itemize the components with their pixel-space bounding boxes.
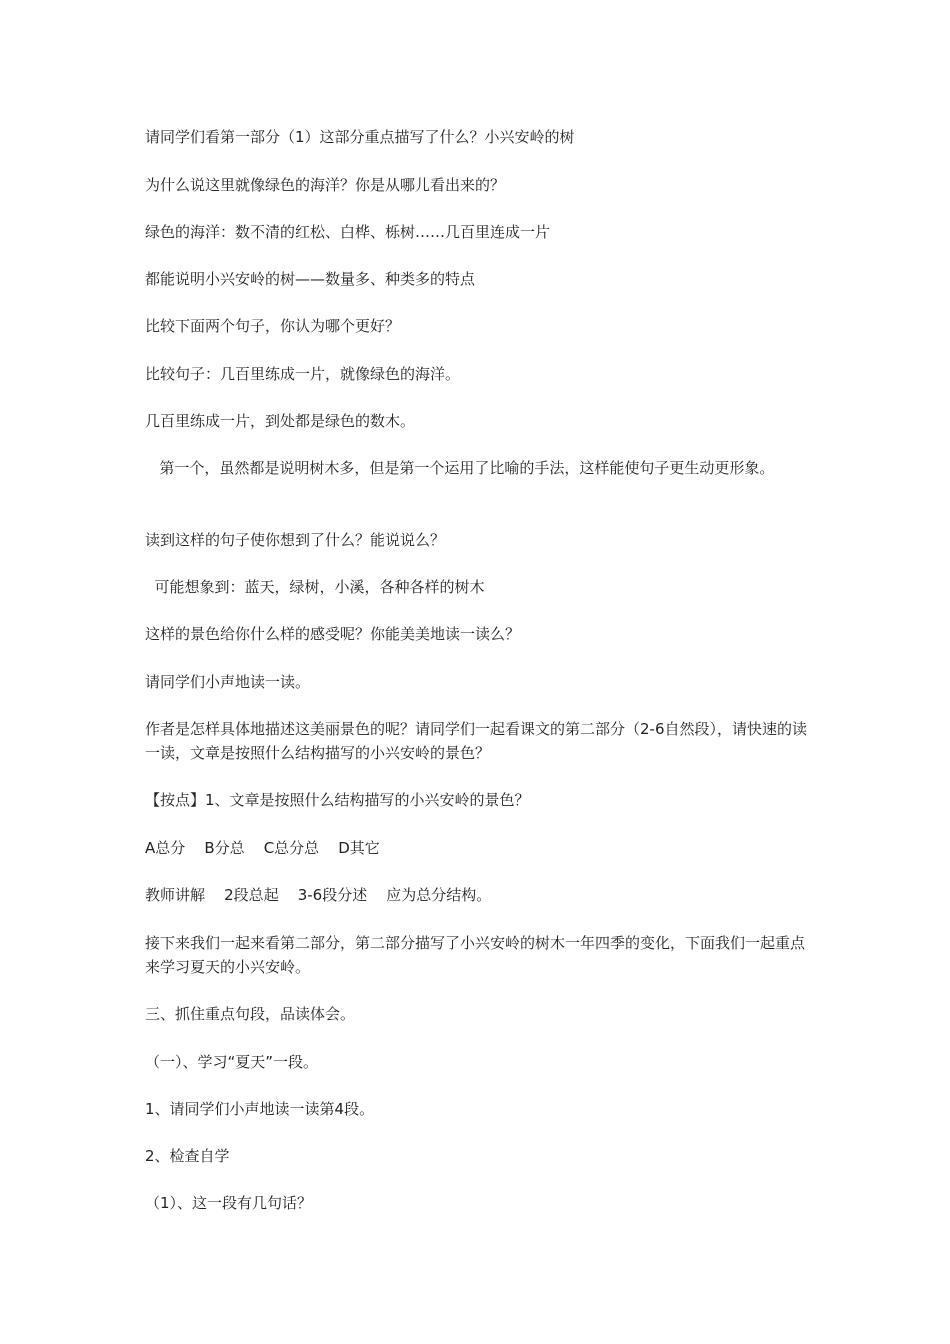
paragraph: 比较句子：几百里练成一片，就像绿色的海洋。 bbox=[145, 365, 461, 383]
paragraph: 比较下面两个句子，你认为哪个更好？ bbox=[145, 317, 401, 335]
paragraph: A总分 B分总 C总分总 D其它 bbox=[145, 839, 380, 857]
paragraph: 为什么说这里就像绿色的海洋？你是从哪儿看出来的？ bbox=[145, 176, 506, 194]
paragraph: 【按点】1、文章是按照什么结构描写的小兴安岭的景色？ bbox=[145, 791, 530, 809]
paragraph: 可能想象到：蓝天，绿树，小溪，各种各样的树木 bbox=[145, 578, 485, 596]
paragraph: 教师讲解 2段总起 3-6段分述 应为总分结构。 bbox=[145, 886, 492, 904]
paragraph: 接下来我们一起来看第二部分，第二部分描写了小兴安岭的树木一年四季的变化，下面我们一起重点来学习夏天的小兴安岭。 bbox=[145, 934, 806, 976]
paragraph: 作者是怎样具体地描述这美丽景色的呢？请同学们一起看课文的第二部分（2-6自然段），请快速的读一读，文章是按照什么结构描写的小兴安岭的景色？ bbox=[145, 720, 808, 762]
paragraph: 第一个，虽然都是说明树木多，但是第一个运用了比喻的手法，这样能使句子更生动更形象。 bbox=[145, 459, 775, 477]
paragraph: 三、抓住重点句段，品读体会。 bbox=[145, 1005, 356, 1023]
paragraph: 读到这样的句子使你想到了什么？能说说么？ bbox=[145, 531, 446, 549]
paragraph: 2、检查自学 bbox=[145, 1147, 230, 1165]
paragraph: 绿色的海洋：数不清的红松、白桦、栎树……几百里连成一片 bbox=[145, 223, 551, 241]
paragraph: 几百里练成一片，到处都是绿色的数木。 bbox=[145, 412, 416, 430]
paragraph: 都能说明小兴安岭的树——数量多、种类多的特点 bbox=[145, 270, 476, 288]
paragraph: （一）、学习“夏天”一段。 bbox=[145, 1053, 319, 1071]
paragraph: 请同学们小声地读一读。 bbox=[145, 673, 311, 691]
paragraph: 1、请同学们小声地读一读第4段。 bbox=[145, 1100, 375, 1118]
paragraph: （1）、这一段有几句话？ bbox=[145, 1194, 313, 1212]
paragraph: 请同学们看第一部分（1）这部分重点描写了什么？小兴安岭的树 bbox=[145, 128, 575, 146]
paragraph: 这样的景色给你什么样的感受呢？你能美美地读一读么？ bbox=[145, 625, 521, 643]
